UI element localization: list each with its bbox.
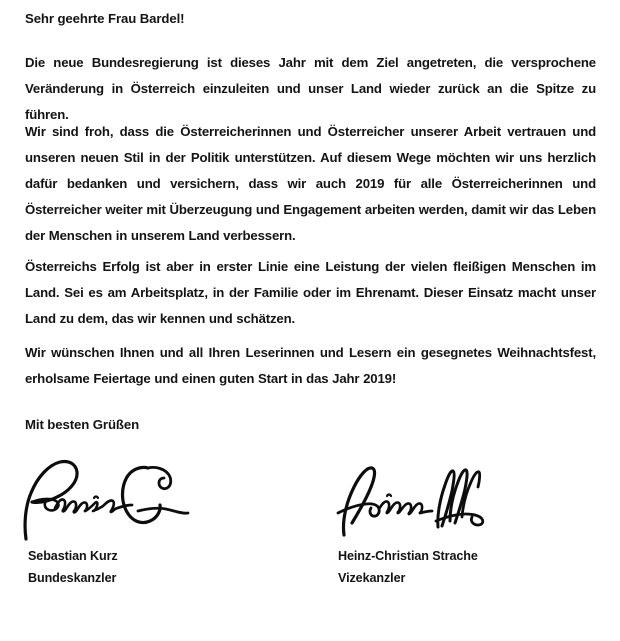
handwritten-signature-icon xyxy=(20,455,192,543)
paragraph-3: Österreichs Erfolg ist aber in erster Linie eine Leistung der vielen fleißigen Menschen im Land. Sei es am Arbeitsplatz, in der Familie oder im Ehrenamt. Dieser Einsatz macht unser Land zu dem, das wir kennen und schätzen. xyxy=(25,259,596,326)
signature-block-left xyxy=(20,455,300,589)
salutation: Sehr geehrte Frau Bardel! xyxy=(25,11,185,26)
handwritten-signature-icon xyxy=(332,455,492,543)
signatory-title: Vizekanzler xyxy=(338,571,406,585)
paragraph-1: Die neue Bundesregierung ist dieses Jahr mit dem Ziel angetreten, die versprochene Veränderung in Österreich einzuleiten und unser Land wieder zurück an die Spitze zu führen. xyxy=(25,55,596,122)
signature-block-right xyxy=(332,455,612,589)
paragraph-4: Wir wünschen Ihnen und all Ihren Leserinnen und Lesern ein gesegnetes Weihnachtsfest, erholsame Feiertage und einen guten Start in das Jahr 2019! xyxy=(25,345,596,386)
paragraph-2: Wir sind froh, dass die Österreicherinnen und Österreicher unserer Arbeit vertrauen und unseren neuen Stil in der Politik unterstützen. Auf diesem Wege möchten wir uns herzlich dafür bedanken und versichern, dass wir auch 2019 für alle Österreicherinnen und Österreicher weiter mit Überzeugung und Engagement arbeiten werden, damit wir das Leben der Menschen in unserem Land verbessern. xyxy=(25,124,596,243)
signatory-name: Sebastian Kurz xyxy=(28,549,118,563)
signatory-left-labels xyxy=(20,545,300,589)
signatory-title: Bundeskanzler xyxy=(28,571,117,585)
signatory-right-labels xyxy=(332,545,612,589)
closing-salutation: Mit besten Grüßen xyxy=(25,417,140,432)
signatory-name: Heinz-Christian Strache xyxy=(338,549,478,563)
